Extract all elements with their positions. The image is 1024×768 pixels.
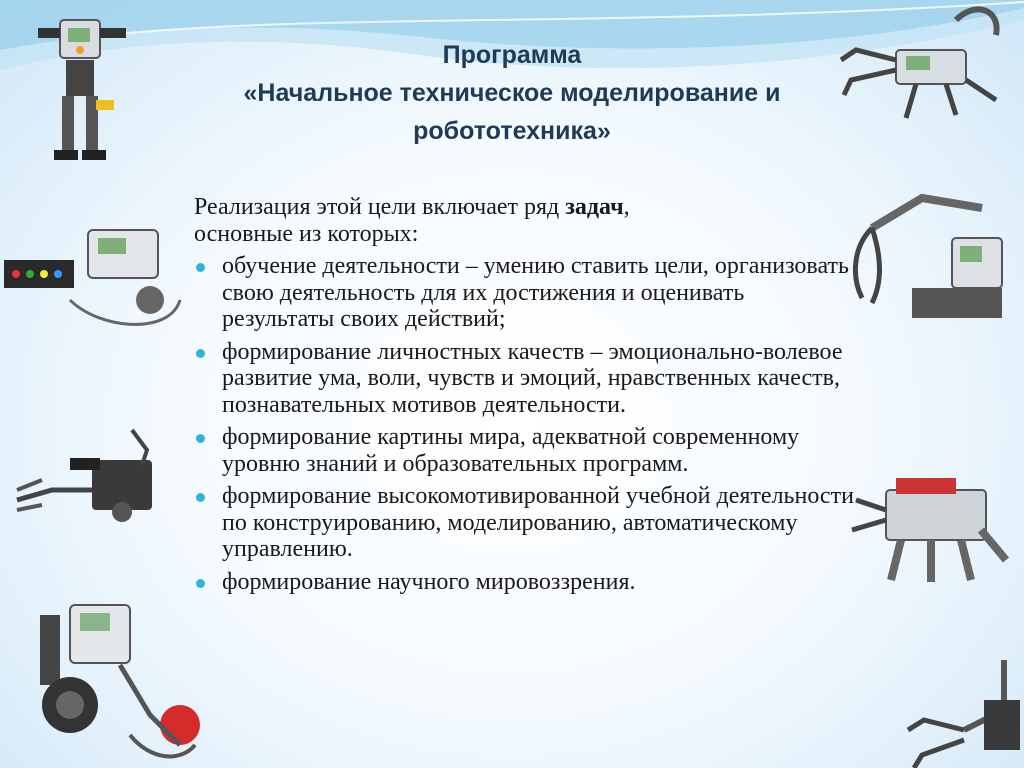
bullet-dot-icon [196, 434, 205, 443]
robot-claw-icon [904, 650, 1024, 768]
robot-humanoid-icon [18, 0, 138, 170]
intro-paragraph [194, 194, 854, 247]
task-text: формирование личностных качеств – эмоционально-волевое развитие ума, воли, чувств и эмоций, нравственных качеств, познавательных мотивов деятельности. [222, 338, 843, 418]
slide-title [180, 36, 844, 150]
bullet-dot-icon [196, 349, 205, 358]
task-item [194, 483, 854, 563]
robot-vehicle-icon [0, 200, 190, 350]
task-text: формирование высокомотивированной учебной деятельности по конструированию, моделированию, автоматическому управлению. [222, 483, 854, 562]
robot-ball-catcher-icon [30, 585, 200, 765]
intro-comma: , [623, 194, 630, 220]
robot-scorpion-icon [836, 0, 1016, 130]
bullet-dot-icon [196, 493, 205, 502]
robot-arm-icon [842, 188, 1022, 338]
title-line-3: робототехника» [413, 117, 611, 145]
slide-body [194, 194, 854, 595]
robot-walker-icon [846, 450, 1016, 590]
task-text: формирование научного мировоззрения. [222, 568, 636, 595]
task-item [194, 569, 854, 596]
intro-text: Реализация этой цели включает ряд [194, 194, 566, 220]
task-item [194, 424, 854, 477]
task-text: формирование картины мира, адекватной современному уровню знаний и образовательных программ. [222, 424, 800, 477]
robot-gripper-icon [12, 420, 162, 530]
intro-line-2: основные из которых: [194, 220, 419, 247]
task-text: обучение деятельности – умению ставить цели, организовать свою деятельность для их достижения и оценивать результаты своих действий; [222, 253, 849, 332]
bullet-dot-icon [196, 263, 205, 272]
task-list [194, 253, 854, 595]
task-item [194, 253, 854, 333]
title-line-1: Программа [442, 41, 582, 69]
bullet-dot-icon [196, 579, 205, 588]
task-item [194, 339, 854, 419]
title-line-2: «Начальное техническое моделирование и [243, 79, 781, 107]
intro-bold-word: задач [565, 194, 624, 220]
